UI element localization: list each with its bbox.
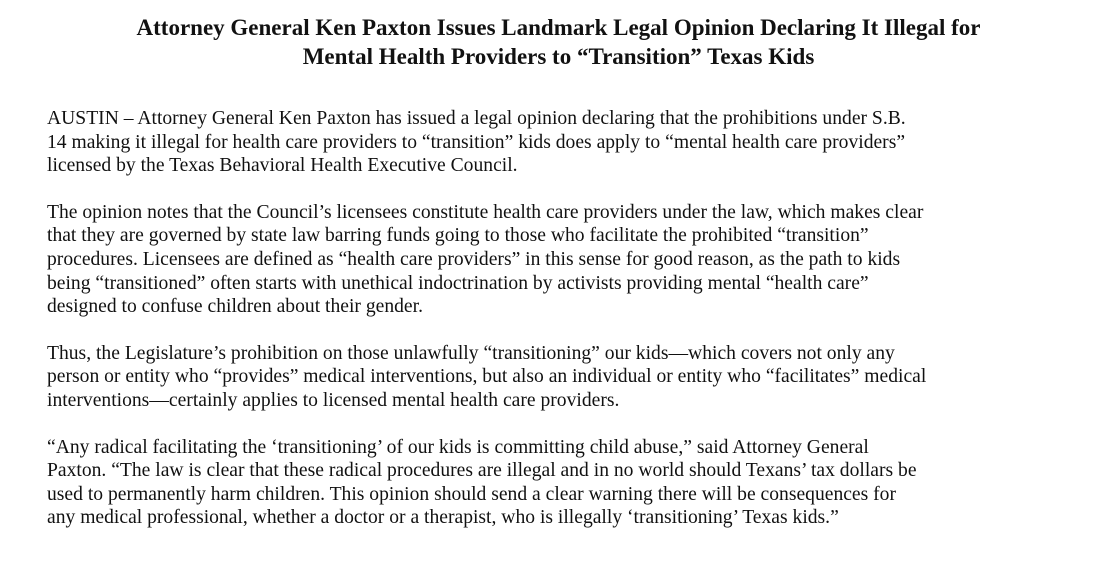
text-line: Paxton. “The law is clear that these radical procedures are illegal and in no world should Texans’ tax dollars be <box>47 460 917 482</box>
text-line: designed to confuse children about their gender. <box>47 296 423 318</box>
text-line: interventions—certainly applies to licensed mental health care providers. <box>47 389 620 411</box>
headline-line: Attorney General Ken Paxton Issues Landmark Legal Opinion Declaring It Illegal for <box>136 15 981 40</box>
text-line: person or entity who “provides” medical interventions, but also an individual or entity who “facilitates” medical <box>47 366 927 388</box>
paragraph-opinion <box>47 201 1107 319</box>
text-line: that they are governed by state law barring funds going to those who facilitate the prohibited “transition” <box>47 225 869 247</box>
text-line: any medical professional, whether a doctor or a therapist, who is illegally ‘transitioning’ Texas kids.” <box>47 507 839 529</box>
headline-line: Mental Health Providers to “Transition” Texas Kids <box>302 44 815 69</box>
headline <box>40 13 1077 71</box>
text-line: used to permanently harm children. This opinion should send a clear warning there will be consequences for <box>47 483 896 505</box>
paragraph-quote <box>47 436 1107 530</box>
paragraph-legislature <box>47 342 1107 413</box>
text-line: AUSTIN – Attorney General Ken Paxton has issued a legal opinion declaring that the prohibitions under S.B. <box>47 108 906 129</box>
text-line: 14 making it illegal for health care providers to “transition” kids does apply to “mental health care providers” <box>47 131 906 153</box>
text-line: licensed by the Texas Behavioral Health Executive Council. <box>47 155 518 177</box>
text-line: “Any radical facilitating the ‘transitioning’ of our kids is committing child abuse,” said Attorney General <box>47 436 869 458</box>
text-line: Thus, the Legislature’s prohibition on those unlawfully “transitioning” our kids—which covers not only any <box>47 342 895 364</box>
text-line: procedures. Licensees are defined as “health care providers” in this sense for good reason, as the path to kids <box>47 248 901 270</box>
article-body <box>47 107 1107 553</box>
text-line: being “transitioned” often starts with unethical indoctrination by activists providing mental “health care” <box>47 272 869 294</box>
paragraph-intro <box>47 107 1107 178</box>
text-line: The opinion notes that the Council’s licensees constitute health care providers under the law, which makes clear <box>47 201 924 223</box>
